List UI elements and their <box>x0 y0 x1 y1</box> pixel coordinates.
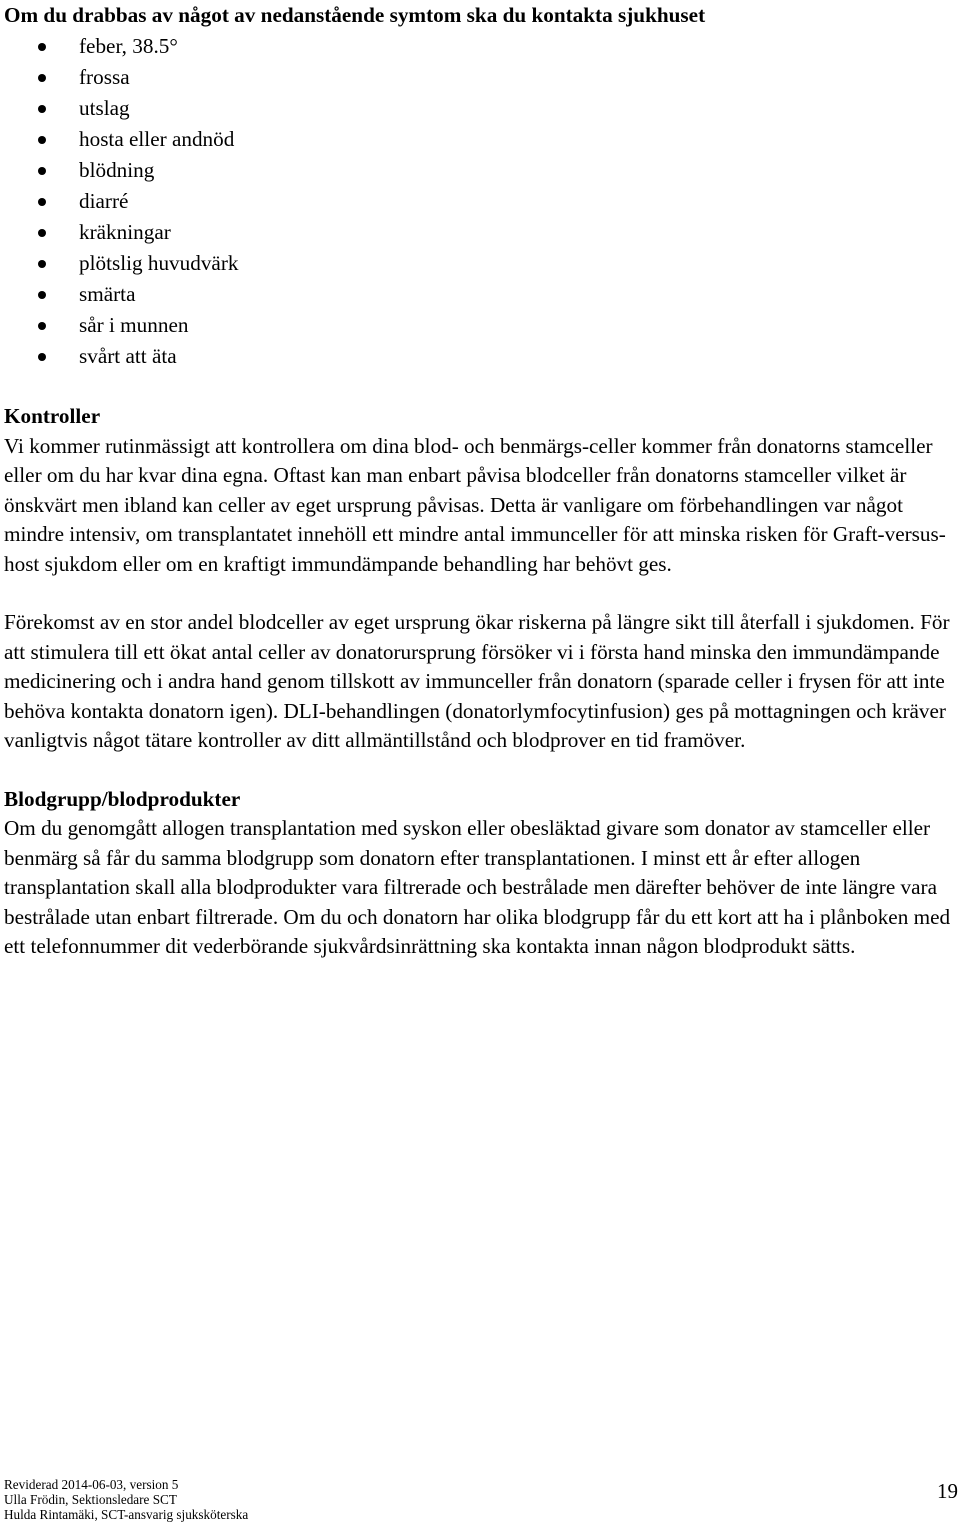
symptoms-heading: Om du drabbas av något av nedanstående symtom ska du kontakta sjukhuset <box>4 3 706 27</box>
document-page <box>4 0 956 962</box>
list-item-text: diarré <box>79 189 129 213</box>
list-item-text: blödning <box>79 158 155 182</box>
list-item <box>4 124 956 155</box>
list-item <box>4 248 956 279</box>
bullet-icon <box>38 198 46 206</box>
list-item-text: feber, 38.5° <box>79 34 178 58</box>
list-item-text: svårt att äta <box>79 344 177 368</box>
kontroller-section <box>4 402 956 756</box>
blodgrupp-paragraph: Om du genomgått allogen transplantation med syskon eller obesläktad givare som donator av stamceller eller benmärg så får du samma blodgrupp som donatorn efter transplantationen. I minst ett år efter allogen transplantation skall alla blodprodukter vara filtrerade och bestrålade men därefter behöver de inte längre vara bestrålade utan enbart filtrerade. Om du och donatorn har olika blodgrupp får du ett kort att ha i plånboken med ett telefonnummer dit vederbörande sjukvårdsinrättning ska kontakta innan någon blodprodukt sätts. <box>4 816 951 958</box>
footer-author: Hulda Rintamäki, SCT-ansvarig sjuksköterska <box>4 1507 249 1522</box>
list-item <box>4 93 956 124</box>
list-item <box>4 279 956 310</box>
bullet-icon <box>38 43 46 51</box>
list-item-text: plötslig huvudvärk <box>79 251 239 275</box>
blodgrupp-section <box>4 785 956 962</box>
list-item-text: utslag <box>79 96 130 120</box>
list-item <box>4 217 956 248</box>
bullet-icon <box>38 105 46 113</box>
list-item <box>4 155 956 186</box>
list-item-text: frossa <box>79 65 130 89</box>
paragraph-spacer <box>4 579 956 608</box>
bullet-icon <box>38 353 46 361</box>
list-item <box>4 310 956 341</box>
kontroller-paragraph-1: Vi kommer rutinmässigt att kontrollera om dina blod- och benmärgs-celler kommer från donatorns stamceller eller om du har kvar dina egna. Oftast kan man enbart påvisa blodceller från donatorns stamceller vilket är önskvärt men ibland kan celler av eget ursprung påvisas. Detta är vanligare om förbehandlingen var något mindre intensiv, om transplantatet innehöll ett mindre antal immunceller för att minska risken för Graft-versus-host sjukdom eller om en kraftigt immundämpande behandling har behövt ges. <box>4 433 946 576</box>
list-item <box>4 62 956 93</box>
list-item-text: sår i munnen <box>79 313 189 337</box>
page-number: 19 <box>937 1479 958 1503</box>
bullet-icon <box>38 291 46 299</box>
list-item <box>4 186 956 217</box>
list-item-text: hosta eller andnöd <box>79 127 235 151</box>
bullet-icon <box>38 260 46 268</box>
bullet-icon <box>38 136 46 144</box>
blodgrupp-heading: Blodgrupp/blodprodukter <box>4 786 241 811</box>
list-item <box>4 341 956 372</box>
page-footer <box>4 1477 248 1522</box>
footer-author: Ulla Frödin, Sektionsledare SCT <box>4 1492 177 1507</box>
bullet-icon <box>38 74 46 82</box>
footer-revised: Reviderad 2014-06-03, version 5 <box>4 1477 179 1492</box>
list-item-text: smärta <box>79 282 136 306</box>
bullet-icon <box>38 229 46 237</box>
kontroller-paragraph-2: Förekomst av en stor andel blodceller av eget ursprung ökar riskerna på längre sikt till återfall i sjukdomen. För att stimulera till ett ökat antal celler av donatorursprung försöker vi i första hand minska den immundämpande medicinering och i andra hand genom tillskott av immunceller från donatorn (sparade celler i frysen för att inte behöva kontakta donatorn igen). DLI-behandlingen (donatorlymfocytinfusion) ges på mottagningen och kräver vanligtvis något tätare kontroller av ditt allmäntillstånd och blodprover en tid framöver. <box>4 610 950 752</box>
list-item-text: kräkningar <box>79 220 171 244</box>
bullet-icon <box>38 322 46 330</box>
kontroller-heading: Kontroller <box>4 404 101 428</box>
symptoms-list <box>4 31 956 372</box>
list-item <box>4 31 956 62</box>
bullet-icon <box>38 167 46 175</box>
